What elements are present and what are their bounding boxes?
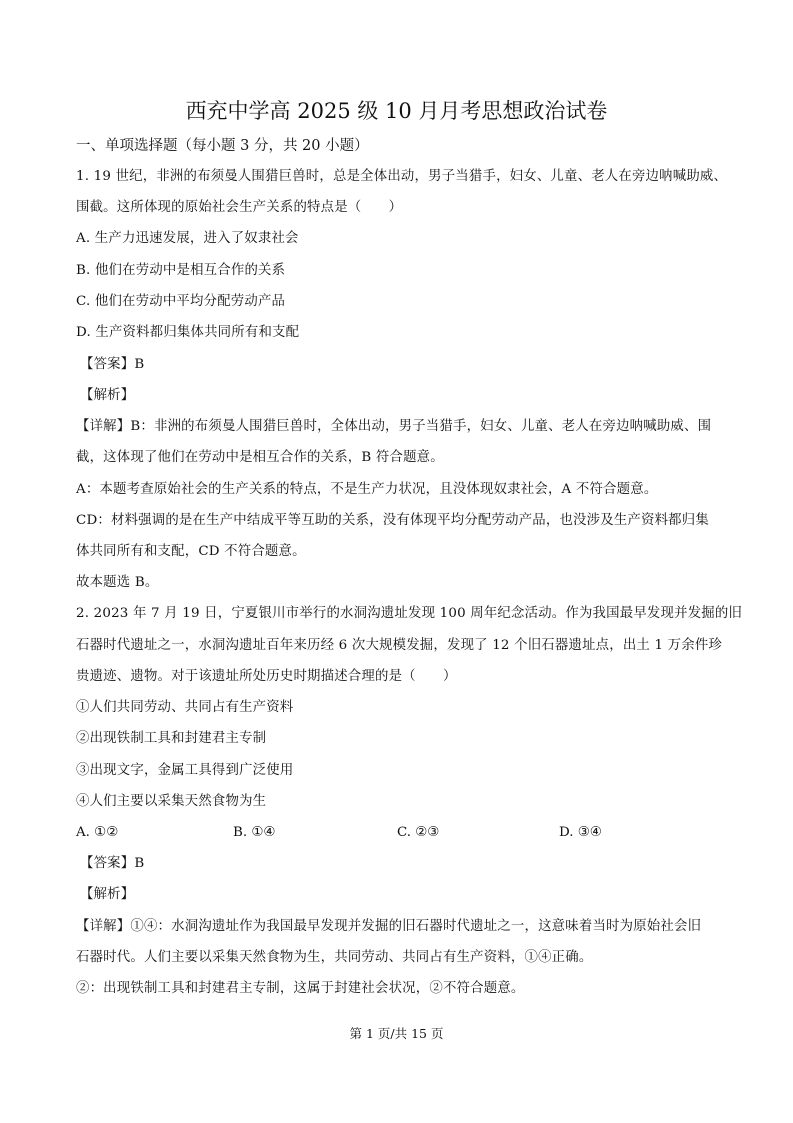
analysis-line: 截，这体现了他们在劳动中是相互合作的关系，B 符合题意。	[76, 450, 444, 465]
option-c: C. ②③	[397, 825, 440, 840]
option-b: B. 他们在劳动中是相互合作的关系	[76, 263, 286, 278]
answer-label: 【答案】B	[80, 357, 145, 372]
question-stem-line: 1. 19 世纪，非洲的布须曼人围猎巨兽时，总是全体出动，男子当猎手，妇女、儿童、老人在旁边呐喊助威、	[76, 169, 728, 184]
question-stem-line: 石器时代遗址之一，水洞沟遗址百年来历经 6 次大规模发掘，发现了 12 个旧石器遗址点，出土 1 万余件珍	[76, 638, 723, 653]
option-a: A. ①②	[76, 825, 119, 840]
statement-item: ③出现文字，金属工具得到广泛使用	[76, 763, 294, 778]
option-c: C. 他们在劳动中平均分配劳动产品	[76, 294, 286, 309]
analysis-line: A：本题考查原始社会的生产关系的特点，不是生产力状况，且没体现奴隶社会，A 不符合题意。	[76, 482, 658, 497]
option-d: D. 生产资料都归集体共同所有和支配	[76, 325, 300, 340]
question-stem-line: 贵遗迹、遗物。对于该遗址所处历史时期描述合理的是（ ）	[76, 669, 457, 684]
option-a: A. 生产力迅速发展，进入了奴隶社会	[76, 231, 299, 246]
statement-item: ②出现铁制工具和封建君主专制	[76, 731, 267, 746]
statement-item: ④人们主要以采集天然食物为生	[76, 794, 267, 809]
analysis-line: 【详解】B：非洲的布须曼人围猎巨兽时，全体出动，男子当猎手，妇女、儿童、老人在旁边呐喊助威、围	[76, 419, 712, 434]
analysis-line: 石器时代。人们主要以采集天然食物为生，共同劳动、共同占有生产资料，①④正确。	[76, 950, 593, 965]
page-footer: 第 1 页/共 15 页	[349, 1026, 444, 1041]
section-heading: 一、单项选择题（每小题 3 分，共 20 小题）	[76, 138, 369, 154]
question-stem-line: 2. 2023 年 7 月 19 日，宁夏银川市举行的水洞沟遗址发现 100 周年纪念活动。作为我国最早发现并发掘的旧	[76, 606, 743, 621]
question-stem-line: 围截。这所体现的原始社会生产关系的特点是（ ）	[76, 200, 403, 215]
analysis-line: 体共同所有和支配，CD 不符合题意。	[76, 544, 306, 559]
answer-label: 【答案】B	[80, 856, 145, 871]
analysis-label: 【解析】	[80, 887, 135, 902]
analysis-line: ②：出现铁制工具和封建君主专制，这属于封建社会状况，②不符合题意。	[76, 981, 525, 996]
analysis-line: CD：材料强调的是在生产中结成平等互助的关系，没有体现平均分配劳动产品，也没涉及生产资料都归集	[76, 513, 709, 528]
statement-item: ①人们共同劳动、共同占有生产资料	[76, 700, 294, 715]
analysis-line: 【详解】①④：水洞沟遗址作为我国最早发现并发掘的旧石器时代遗址之一，这意味着当时为原始社会旧	[76, 919, 702, 934]
exam-title: 西充中学高 2025 级 10 月月考思想政治试卷	[185, 99, 608, 123]
option-d: D. ③④	[559, 825, 602, 840]
option-b: B. ①④	[233, 825, 276, 840]
analysis-label: 【解析】	[80, 388, 135, 403]
analysis-line: 故本题选 B。	[76, 575, 159, 590]
